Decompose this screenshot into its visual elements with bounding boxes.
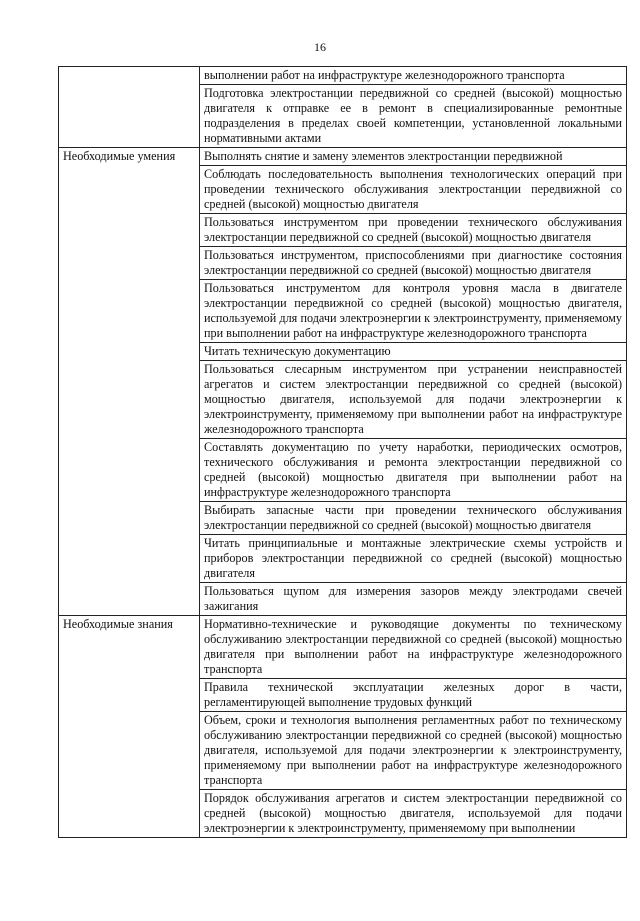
requirement-text: Читать техническую документацию bbox=[200, 343, 627, 361]
section-label-cell bbox=[59, 67, 200, 148]
requirement-text: Составлять документацию по учету наработки, периодических осмотров, технического обслуживания и ремонта электростанции передвижной со средней (высокой) мощностью двигателя при выполнении работ на инфраструктуре железнодорожного транспорта bbox=[200, 439, 627, 502]
requirement-text: выполнении работ на инфраструктуре железнодорожного транспорта bbox=[200, 67, 627, 85]
requirement-text: Правила технической эксплуатации железных дорог в части, регламентирующей выполнение трудовых функций bbox=[200, 679, 627, 712]
section-label: Необходимые умения bbox=[63, 149, 176, 163]
table-row bbox=[59, 67, 627, 85]
section-label-cell bbox=[59, 616, 200, 838]
requirement-text: Пользоваться инструментом при проведении технического обслуживания электростанции передвижной со средней (высокой) мощностью двигателя bbox=[200, 214, 627, 247]
requirement-text: Пользоваться инструментом, приспособлениями при диагностике состояния электростанции передвижной со средней (высокой) мощностью двигателя bbox=[200, 247, 627, 280]
requirements-table-body bbox=[59, 67, 627, 838]
table-row bbox=[59, 148, 627, 166]
section-label: Необходимые знания bbox=[63, 617, 173, 631]
requirement-text: Соблюдать последовательность выполнения технологических операций при проведении технического обслуживания электростанции передвижной со средней (высокой) мощностью двигателя bbox=[200, 166, 627, 214]
requirement-text: Подготовка электростанции передвижной со средней (высокой) мощностью двигателя к отправке ее в ремонт в специализированные ремонтные подразделения в пределах своей компетенции, установленной локальными нормативными актами bbox=[200, 85, 627, 148]
requirement-text: Пользоваться инструментом для контроля уровня масла в двигателе электростанции передвижной со средней (высокой) мощностью двигателя, используемой для подачи электроэнергии к электроинструменту, применяемому при выполнении работ на инфраструктуре железнодорожного транспорта bbox=[200, 280, 627, 343]
requirement-text: Порядок обслуживания агрегатов и систем электростанции передвижной со средней (высокой) мощностью двигателя, используемой для подачи электроэнергии к электроинструменту, применяемому при выполнении bbox=[200, 790, 627, 838]
requirement-text: Объем, сроки и технология выполнения регламентных работ по техническому обслуживанию электростанции передвижной со средней (высокой) мощностью двигателя, используемой для подачи электроэнергии к электроинструменту, применяемому при выполнении работ на инфраструктуре железнодорожного транспорта bbox=[200, 712, 627, 790]
requirement-text: Пользоваться слесарным инструментом при устранении неисправностей агрегатов и систем электростанции передвижной со средней (высокой) мощностью двигателя, используемой для подачи электроэнергии к электроинструменту, применяемому при выполнении работ на инфраструктуре железнодорожного транспорта bbox=[200, 361, 627, 439]
table-row bbox=[59, 616, 627, 679]
requirement-text: Выбирать запасные части при проведении технического обслуживания электростанции передвижной со средней (высокой) мощностью двигателя bbox=[200, 502, 627, 535]
requirement-text: Пользоваться щупом для измерения зазоров между электродами свечей зажигания bbox=[200, 583, 627, 616]
requirement-text: Выполнять снятие и замену элементов электростанции передвижной bbox=[200, 148, 627, 166]
section-label-cell bbox=[59, 148, 200, 616]
requirement-text: Нормативно-технические и руководящие документы по техническому обслуживанию электростанции передвижной со средней (высокой) мощностью двигателя при выполнении работ на инфраструктуре железнодорожного транспорта bbox=[200, 616, 627, 679]
requirement-text: Читать принципиальные и монтажные электрические схемы устройств и приборов электростанции передвижной со средней (высокой) мощностью двигателя bbox=[200, 535, 627, 583]
requirements-table bbox=[58, 66, 627, 838]
page-number: 16 bbox=[314, 40, 326, 54]
